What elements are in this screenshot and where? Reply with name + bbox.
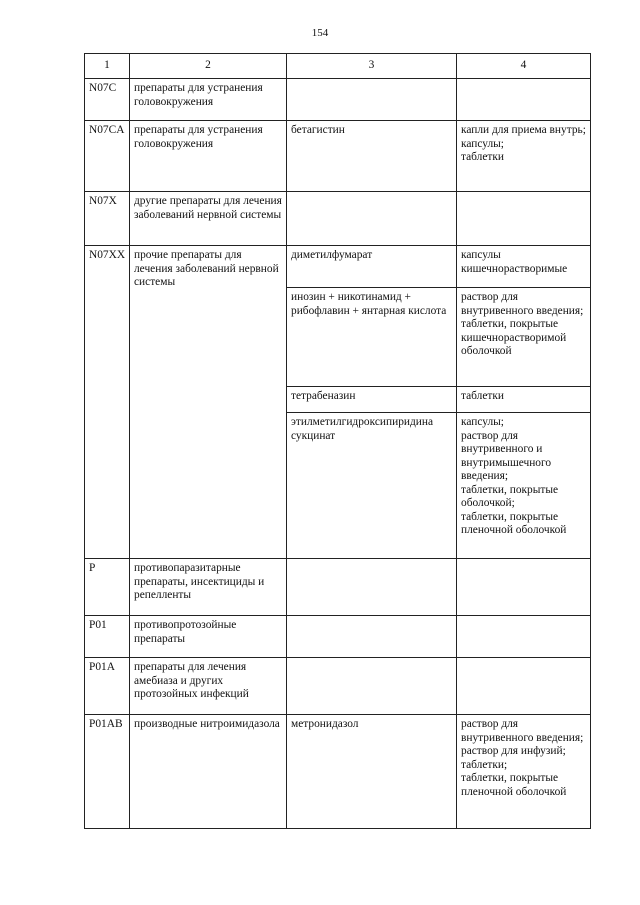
- group-cell: другие препараты для лечения заболеваний нервной системы: [130, 192, 287, 246]
- form-cell: раствор для внутривенного введения; таблетки, покрытые кишечнорастворимой оболочкой: [457, 288, 591, 387]
- table-row: [85, 192, 591, 246]
- table-row: [85, 658, 591, 715]
- form-cell: [457, 616, 591, 658]
- form-cell: раствор для внутривенного введения; раствор для инфузий; таблетки; таблетки, покрытые пленочной оболочкой: [457, 715, 591, 829]
- group-cell: производные нитроимидазола: [130, 715, 287, 829]
- drug-cell: [287, 79, 457, 121]
- drug-cell: [287, 616, 457, 658]
- drug-cell: тетрабеназин: [287, 387, 457, 413]
- group-cell: противопаразитарные препараты, инсектициды и репелленты: [130, 559, 287, 616]
- drug-cell: бетагистин: [287, 121, 457, 192]
- drug-cell: метронидазол: [287, 715, 457, 829]
- table-row: [85, 121, 591, 192]
- form-cell: [457, 79, 591, 121]
- table-row: [85, 79, 591, 121]
- table-row: [85, 715, 591, 829]
- drug-cell: [287, 192, 457, 246]
- atc-code-cell: N07C: [85, 79, 130, 121]
- group-cell: препараты для устранения головокружения: [130, 79, 287, 121]
- page-number: 154: [311, 27, 329, 39]
- atc-code-cell: P01AB: [85, 715, 130, 829]
- atc-code-cell: P01A: [85, 658, 130, 715]
- group-cell: препараты для лечения амебиаза и других протозойных инфекций: [130, 658, 287, 715]
- table-row: [85, 559, 591, 616]
- form-cell: [457, 658, 591, 715]
- group-cell: противопротозойные препараты: [130, 616, 287, 658]
- drug-cell: [287, 559, 457, 616]
- drug-cell: инозин + никотинамид + рибофлавин + янтарная кислота: [287, 288, 457, 387]
- column-header-3: 3: [287, 54, 457, 79]
- form-cell: [457, 559, 591, 616]
- atc-code-cell: N07CA: [85, 121, 130, 192]
- form-cell: таблетки: [457, 387, 591, 413]
- header-row: [85, 54, 591, 79]
- column-header-2: 2: [130, 54, 287, 79]
- medication-table: [84, 53, 591, 829]
- column-header-4: 4: [457, 54, 591, 79]
- group-cell: препараты для устранения головокружения: [130, 121, 287, 192]
- atc-code-cell: N07XX: [85, 246, 130, 559]
- group-cell: прочие препараты для лечения заболеваний нервной системы: [130, 246, 287, 559]
- drug-cell: диметилфумарат: [287, 246, 457, 288]
- atc-code-cell: P: [85, 559, 130, 616]
- atc-code-cell: N07X: [85, 192, 130, 246]
- form-cell: капсулы кишечнорастворимые: [457, 246, 591, 288]
- drug-cell: [287, 658, 457, 715]
- form-cell: [457, 192, 591, 246]
- table-row: [85, 616, 591, 658]
- table-row: [85, 246, 591, 288]
- form-cell: капли для приема внутрь; капсулы; таблетки: [457, 121, 591, 192]
- form-cell: капсулы; раствор для внутривенного и внутримышечного введения; таблетки, покрытые оболочкой; таблетки, покрытые пленочной оболочкой: [457, 413, 591, 559]
- column-header-1: 1: [85, 54, 130, 79]
- drug-cell: этилметилгидроксипиридина сукцинат: [287, 413, 457, 559]
- atc-code-cell: P01: [85, 616, 130, 658]
